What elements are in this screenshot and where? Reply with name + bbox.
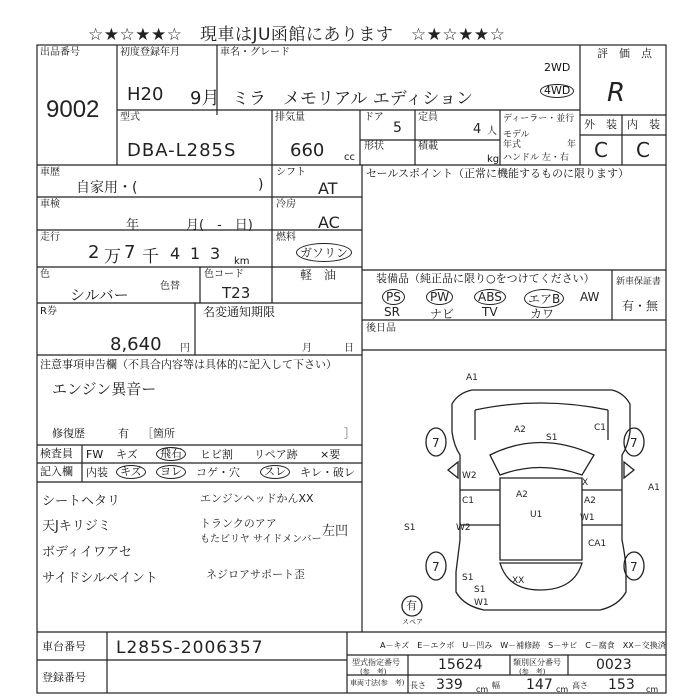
car-name-label: 車名・グレード xyxy=(220,47,290,58)
svg-text:XX: XX xyxy=(512,576,525,586)
equipment-pw: PW xyxy=(426,289,453,305)
name-change-month: 月 xyxy=(302,343,312,354)
displacement-value: 660 xyxy=(290,140,325,161)
color-code-value: T23 xyxy=(222,284,251,302)
check-crack: ヒビ割 xyxy=(200,448,233,461)
color-code-label: 色コード xyxy=(204,269,244,280)
lot-number-value: 9002 xyxy=(46,96,100,123)
model-cert-value: 15624 xyxy=(438,657,483,673)
capacity-value: 4 xyxy=(473,122,482,137)
height-label: 高さ xyxy=(572,681,588,690)
mileage-unit: km xyxy=(234,256,250,267)
equipment-navi: ナビ xyxy=(430,307,455,321)
damage-legend: A－キズ E－エクボ U－凹み W－補修跡 S－サビ C－腐食 XX－交換済 xyxy=(380,641,666,650)
length-label: 長さ xyxy=(410,681,426,690)
car-name-value: ミラ メモリアル エディション xyxy=(232,89,474,109)
check-burn-hole: コゲ・穴 xyxy=(196,466,240,479)
load-capacity-unit: kg xyxy=(487,154,500,165)
chassis-label: 車台番号 xyxy=(42,640,86,653)
equipment-airbag: エアB xyxy=(524,289,564,308)
model-year-unit: 年 xyxy=(567,140,577,150)
check-required: ×要 xyxy=(320,448,341,461)
svg-text:A2: A2 xyxy=(584,496,596,506)
class-value: 0023 xyxy=(596,657,632,673)
check-wrinkle: ヨレ xyxy=(156,465,186,479)
repair-close: ］ xyxy=(344,427,355,440)
ac-label: 冷房 xyxy=(276,199,296,210)
svg-text:S1: S1 xyxy=(462,573,474,583)
mileage-digit-2: 7 xyxy=(124,242,136,263)
remark-left-2: 天Jキリジミ xyxy=(42,519,111,534)
remark-right-2: トランクのアア xyxy=(200,517,277,530)
auction-header: ☆★☆★★☆ 現車はJU函館にあります ☆★☆★★☆ xyxy=(88,25,506,45)
check-scuff: スレ xyxy=(260,465,290,479)
svg-text:A2: A2 xyxy=(516,490,528,500)
shift-label: シフト xyxy=(276,167,306,178)
model-label: 型式 xyxy=(120,112,140,123)
check-tear: キレ・破レ xyxy=(300,466,355,479)
width-label: 幅 xyxy=(492,681,500,690)
model-year-label: 年式 xyxy=(503,140,522,150)
svg-text:U1: U1 xyxy=(530,510,543,520)
equipment-label: 装備品（純正品に限り○をつけてください） xyxy=(376,272,595,285)
fuel-label: 燃料 xyxy=(276,232,296,243)
ac-value: AC xyxy=(318,213,340,232)
warranty-value: 有・無 xyxy=(622,299,659,313)
color-label: 色 xyxy=(40,269,50,280)
drive-2wd: 2WD xyxy=(544,61,571,74)
interior-score-label: 内 装 xyxy=(627,118,660,131)
svg-text:7: 7 xyxy=(432,560,440,574)
model-value: DBA-L285S xyxy=(127,140,237,161)
spare-value: 有 xyxy=(406,599,417,612)
score-value: R xyxy=(607,78,626,108)
registration-label: 登録番号 xyxy=(42,671,86,684)
first-registration-label: 初度登録年月 xyxy=(120,47,180,58)
entry-label: 記入欄 xyxy=(40,465,73,478)
height-value: 153 xyxy=(608,677,635,693)
check-int-scratch: キズ xyxy=(116,465,146,479)
svg-text:X: X xyxy=(582,478,589,488)
repair-label: 修復歴 xyxy=(52,427,85,440)
check-scratch: キズ xyxy=(116,448,138,461)
class-sub: (参 考) xyxy=(519,668,546,676)
interior-score-value: C xyxy=(636,138,650,162)
spare-label: スペア xyxy=(402,618,423,626)
inspection-year: 年 xyxy=(126,218,140,233)
svg-text:C1: C1 xyxy=(462,496,475,506)
history-label: 車歴 xyxy=(40,167,60,178)
equipment-aw: AW xyxy=(580,290,600,304)
svg-text:A1: A1 xyxy=(466,373,478,383)
height-unit: cm xyxy=(646,685,659,694)
svg-text:S1: S1 xyxy=(474,585,486,595)
retrofit-label: 後日品 xyxy=(366,323,396,334)
body-shape-label: 形状 xyxy=(364,141,384,152)
remark-right-1: エンジンヘッドかんXX xyxy=(200,492,314,505)
displacement-unit: cc xyxy=(344,152,355,163)
remark-left-4: サイドシルペイント xyxy=(42,571,158,586)
class-label: 類別区分番号 xyxy=(513,658,561,667)
recycle-label: R券 xyxy=(40,306,57,317)
capacity-unit: 人 xyxy=(487,126,497,137)
mileage-label: 走行 xyxy=(40,232,60,243)
exterior-score-value: C xyxy=(594,138,608,162)
sales-point-label: セールスポイント（正常に機能するものに限ります） xyxy=(366,167,630,180)
dealer-label: ディーラー・並行 xyxy=(503,114,575,124)
equipment-tv: TV xyxy=(482,305,498,319)
exterior-score-label: 外 装 xyxy=(584,118,617,131)
svg-text:C1: C1 xyxy=(594,423,607,433)
svg-text:7: 7 xyxy=(630,560,638,574)
fuel-gasoline: ガソリン xyxy=(296,243,352,262)
svg-text:CA1: CA1 xyxy=(588,539,607,549)
remark-right-3: もたビリヤ サイドメンバー xyxy=(200,534,322,545)
remark-left-3: ボディイワアセ xyxy=(42,545,132,560)
shift-value: AT xyxy=(318,179,338,198)
name-change-label: 名変通知期限 xyxy=(203,305,276,319)
mileage-digit-5: 3 xyxy=(210,244,221,263)
dimensions-label: 車両寸法(参 考) xyxy=(350,679,405,687)
equipment-sr: SR xyxy=(384,305,400,319)
length-value: 339 xyxy=(436,677,463,693)
svg-text:A1: A1 xyxy=(648,483,660,493)
mileage-digit-1: 2 xyxy=(88,242,100,263)
remark-left-1: シートヘタリ xyxy=(42,494,121,509)
drive-4wd: 4WD xyxy=(540,84,574,98)
svg-text:A2: A2 xyxy=(514,425,526,435)
width-unit: cm xyxy=(556,685,569,694)
equipment-leather: カワ xyxy=(530,307,555,321)
width-value: 147 xyxy=(526,677,553,693)
svg-text:W2: W2 xyxy=(462,471,477,481)
displacement-label: 排気量 xyxy=(275,112,305,123)
steering-side-label: ハンドル 左・右 xyxy=(503,153,569,163)
length-unit: cm xyxy=(476,685,489,694)
lot-number-label: 出品番号 xyxy=(40,47,80,58)
model-year-model-label: モデル xyxy=(503,130,530,140)
equipment-abs: ABS xyxy=(474,289,506,305)
inspection-label: 車検 xyxy=(40,199,60,210)
model-cert-sub: (参 考) xyxy=(360,668,387,676)
mileage-digit-4: 1 xyxy=(190,244,201,263)
color-value: シルバー xyxy=(70,286,129,304)
recycle-value: 8,640 xyxy=(110,334,162,355)
mileage-unit-sen: 千 xyxy=(142,247,159,267)
svg-text:W1: W1 xyxy=(580,513,595,523)
chassis-value: L285S-2006357 xyxy=(116,638,264,658)
color-change-label: 色替 xyxy=(160,281,180,292)
svg-text:W1: W1 xyxy=(474,598,489,608)
mileage-digit-3: 4 xyxy=(170,244,181,263)
score-label: 評 価 点 xyxy=(597,47,652,60)
first-registration-month: 9月 xyxy=(190,88,220,109)
svg-text:W2: W2 xyxy=(456,523,471,533)
svg-text:7: 7 xyxy=(630,436,638,450)
recycle-unit: 円 xyxy=(180,343,190,354)
check-fw: FW xyxy=(86,448,104,461)
model-cert-label: 型式指定番号 xyxy=(352,658,400,667)
repair-have: 有 xyxy=(118,427,129,440)
notes-text: エンジン異音ー xyxy=(52,380,157,398)
doors-label: ドア xyxy=(364,112,384,123)
first-registration-era: H20 xyxy=(127,84,164,105)
svg-text:S1: S1 xyxy=(404,523,416,533)
name-change-day: 日 xyxy=(344,343,354,354)
check-chip: 飛石 xyxy=(156,447,186,461)
load-capacity-label: 積載 xyxy=(418,141,438,152)
capacity-label: 定員 xyxy=(418,112,438,123)
mileage-unit-man: 万 xyxy=(104,247,121,267)
check-repair-trace: リペア跡 xyxy=(254,448,298,461)
inspection-month: 月( - 日) xyxy=(186,218,253,233)
fuel-diesel: 軽 油 xyxy=(300,268,337,282)
svg-text:S1: S1 xyxy=(546,433,558,443)
repair-place: ［箇所 xyxy=(142,427,175,440)
doors-value: 5 xyxy=(393,120,402,136)
equipment-ps: PS xyxy=(382,289,405,305)
history-close: ) xyxy=(258,177,264,193)
check-interior: 内装 xyxy=(86,466,108,479)
warranty-label: 新車保証書 xyxy=(616,277,662,287)
remark-right-4: 左凹 xyxy=(322,524,349,539)
notes-label: 注意事項申告欄（不具合内容等は具体的に記入して下さい） xyxy=(40,358,337,371)
history-value: 自家用・( xyxy=(76,180,138,196)
inspector-label: 検査員 xyxy=(40,447,73,460)
remark-right-5: ネジロアサポート歪 xyxy=(206,568,305,581)
svg-text:7: 7 xyxy=(432,436,440,450)
